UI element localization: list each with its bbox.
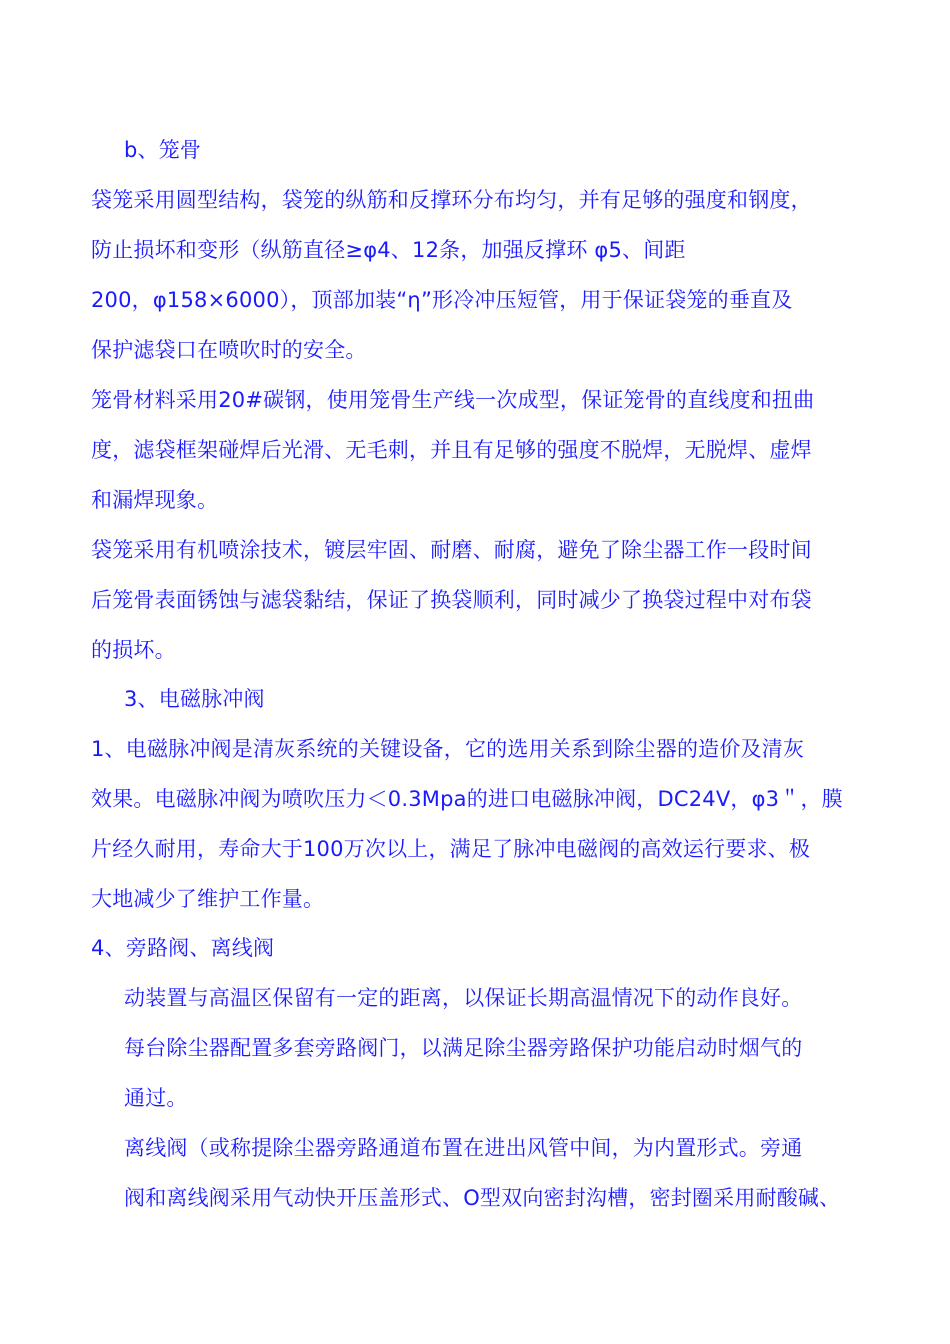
paragraph-line: 片经久耐用，寿命大于100万次以上，满足了脉冲电磁阀的高效运行要求、极 bbox=[91, 837, 811, 861]
paragraph-line: 离线阀（或称提除尘器旁路通道布置在进出风管中间，为内置形式。旁通 bbox=[124, 1136, 803, 1160]
section-heading-b-cage: b、笼骨 bbox=[124, 138, 202, 162]
paragraph-line: 保护滤袋口在喷吹时的安全。 bbox=[91, 338, 367, 362]
paragraph-line: 动装置与高温区保留有一定的距离，以保证长期高温情况下的动作良好。 bbox=[124, 986, 803, 1010]
paragraph-line: 大地减少了维护工作量。 bbox=[91, 887, 325, 911]
paragraph-line: 防止损坏和变形（纵筋直径≥φ4、12条，加强反撑环 φ5、间距 bbox=[91, 238, 686, 262]
paragraph-line: 后笼骨表面锈蚀与滤袋黏结，保证了换袋顺利，同时减少了换袋过程中对布袋 bbox=[91, 588, 812, 612]
paragraph-line: 袋笼采用圆型结构，袋笼的纵筋和反撑环分布均匀，并有足够的强度和钢度， bbox=[91, 188, 812, 212]
paragraph-line: 袋笼采用有机喷涂技术，镀层牢固、耐磨、耐腐，避免了除尘器工作一段时间 bbox=[91, 538, 812, 562]
paragraph-line: 1、电磁脉冲阀是清灰系统的关键设备，它的选用关系到除尘器的造价及清灰 bbox=[91, 737, 805, 761]
paragraph-line: 阀和离线阀采用气动快开压盖形式、O型双向密封沟槽，密封圈采用耐酸碱、 bbox=[124, 1186, 841, 1210]
section-heading-pulse-valve: 3、电磁脉冲阀 bbox=[124, 687, 265, 711]
paragraph-line: 和漏焊现象。 bbox=[91, 488, 219, 512]
paragraph-line: 200，φ158×6000），顶部加装“η”形冷冲压短管，用于保证袋笼的垂直及 bbox=[91, 288, 793, 312]
section-heading-bypass-valve: 4、旁路阀、离线阀 bbox=[91, 936, 275, 960]
paragraph-line: 的损坏。 bbox=[91, 638, 176, 662]
paragraph-line: 通过。 bbox=[124, 1086, 188, 1110]
paragraph-line: 度，滤袋框架碰焊后光滑、无毛刺，并且有足够的强度不脱焊，无脱焊、虚焊 bbox=[91, 438, 812, 462]
paragraph-line: 每台除尘器配置多套旁路阀门，以满足除尘器旁路保护功能启动时烟气的 bbox=[124, 1036, 803, 1060]
paragraph-line: 效果。电磁脉冲阀为喷吹压力＜0.3Mpa的进口电磁脉冲阀，DC24V，φ3＂，膜 bbox=[91, 787, 843, 811]
paragraph-line: 笼骨材料采用20#碳钢，使用笼骨生产线一次成型，保证笼骨的直线度和扭曲 bbox=[91, 388, 815, 412]
